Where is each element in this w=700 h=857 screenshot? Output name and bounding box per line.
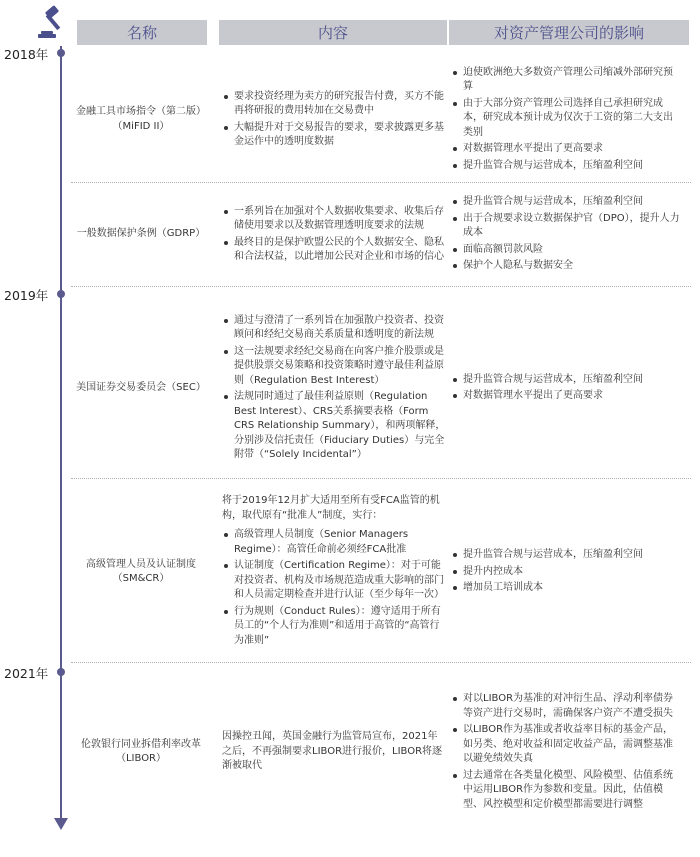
impact-bullet: 对数据管理水平提出了更高要求 [451,389,681,404]
impact-bullet: 提升内控成本 [451,565,681,580]
content-bullet: 要求投资经理为卖方的研究报告付费，买方不能再将研报的费用转加在交易费中 [222,90,447,119]
impact-bullet: 对数据管理水平提出了更高要求 [451,142,681,157]
regulation-content [222,183,447,286]
year-2019: 2019年 [4,288,49,303]
header-impact: 对资产管理公司的影响 [449,20,689,45]
regulation-name: 高级管理人员及认证制度 （SM&CR） [86,558,196,584]
regulation-row-gdrp [71,183,691,287]
impact-bullet: 保护个人隐私与数据安全 [451,259,681,274]
regulation-row-sec [71,298,691,479]
regulation-row-libor [71,676,691,828]
header-name: 名称 [77,20,207,45]
impact-bullet: 对以LIBOR为基准的对冲衍生品、浮动利率债券等资产进行交易时，需确保客户资产不遭受损失 [451,692,681,721]
impact-bullet: 由于大部分资产管理公司选择自己承担研究成本，研究成本预计成为仅次于工资的第二大支出类别 [451,97,681,141]
content-bullet: 高级管理人员制度（Senior Managers Regime）：高管任命前必须经FCA批准 [222,528,447,557]
regulation-content [222,57,447,182]
regulation-name: 一般数据保护条例（GDRP） [76,228,206,240]
content-bullet: 法规同时通过了最佳利益原则（Regulation Best Interest）、CRS关系摘要表格（Form CRS Relationship Summary），和两项解释，分别涉及信托责任（Fiduciary Duties）与完全附带（“Solely Incidental”） [222,390,447,463]
regulation-impact [451,298,681,478]
content-bullet: 一系列旨在加强对个人数据收集要求、收集后存储使用要求以及数据管理透明度要求的法规 [222,205,447,234]
timeline-line [60,46,62,824]
content-bullet: 最终目的是保护欧盟公民的个人数据安全、隐私和合法权益，以此增加公民对企业和市场的信心 [222,236,447,265]
impact-bullet: 提升监管合规与运营成本，压缩盈利空间 [451,195,681,210]
timeline-dot [57,49,65,57]
impact-bullet: 提升监管合规与运营成本，压缩盈利空间 [451,373,681,388]
regulation-row-smcr [71,482,691,663]
timeline-dot [57,668,65,676]
content-text: 因操控丑闻，英国金融行为监管局宣布，2021年之后，不再强制要求LIBOR进行报价，LIBOR将逐渐被取代 [222,731,443,772]
timeline-arrow-icon [54,818,68,830]
year-2018: 2018年 [4,47,49,62]
impact-bullet: 提升监管合规与运营成本，压缩盈利空间 [451,159,681,174]
regulation-content [222,298,447,478]
year-2021: 2021年 [4,666,49,681]
regulation-name: 金融工具市场指令（第二版） （MiFID II） [76,106,206,132]
content-bullet: 这一法规要求经纪交易商在向客户推介股票或是提供股票交易策略和投资策略时遵守最佳利益原则（Regulation Best Interest） [222,345,447,389]
content-bullet: 大幅提升对于交易报告的要求，要求披露更多基金运作中的透明度数据 [222,121,447,150]
impact-bullet: 过去通常在各类量化模型、风险模型、估值系统中运用LIBOR作为参数和变量。因此，估值模型、风控模型和定价模型都需要进行调整 [451,769,681,813]
regulation-impact [451,57,681,182]
regulation-content [222,482,447,662]
regulation-name: 伦敦银行同业拆借利率改革 （LIBOR） [81,738,201,764]
content-intro: 将于2019年12月扩大适用至所有受FCA监管的机构，取代原有“批准人”制度，实行： [222,495,440,521]
impact-bullet: 面临高额罚款风险 [451,243,681,258]
impact-bullet: 以LIBOR作为基准或者收益率目标的基金产品，如另类、绝对收益和固定收益产品，需调整基准以避免绩效失真 [451,723,681,767]
impact-bullet: 提升监管合规与运营成本，压缩盈利空间 [451,548,681,563]
header-content: 内容 [219,20,447,45]
regulation-row-mifid [71,57,691,183]
content-bullet: 行为规则（Conduct Rules）：遵守适用于所有员工的“个人行为准则”和适用于高管的“高管行为准则” [222,605,447,649]
content-bullet: 认证制度（Certification Regime）：对于可能对投资者、机构及市场规范造成重大影响的部门和人员需定期检查并进行认证（至少每年一次） [222,559,447,603]
regulation-impact [451,676,681,828]
regulation-content [222,676,447,828]
regulation-name: 美国证券交易委员会（SEC） [76,381,206,393]
impact-bullet: 出于合规要求设立数据保护官（DPO），提升人力成本 [451,212,681,241]
regulation-impact [451,482,681,662]
regulation-impact [451,183,681,286]
impact-bullet: 增加员工培训成本 [451,581,681,596]
impact-bullet: 迫使欧洲绝大多数资产管理公司缩减外部研究预算 [451,66,681,95]
gavel-icon [32,4,70,42]
content-bullet: 通过与澄清了一系列旨在加强散户投资者、投资顾问和经纪交易商关系质量和透明度的新法规 [222,314,447,343]
timeline-dot [57,290,65,298]
